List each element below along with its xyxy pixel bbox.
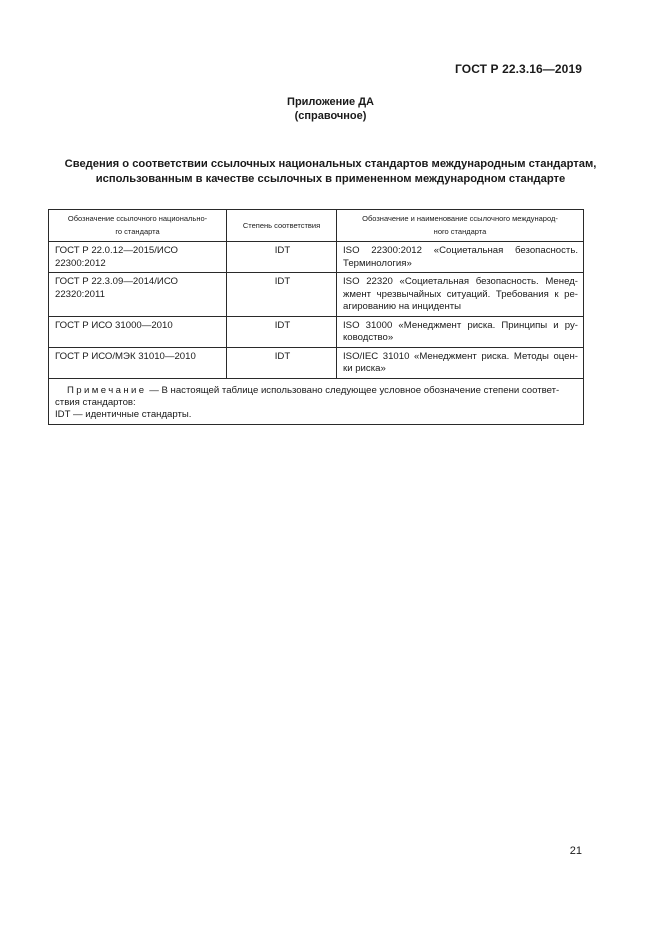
page-title	[40, 157, 621, 186]
degree-cell: IDT	[227, 316, 337, 347]
international-standard-cell: ISO 22320 «Социетальная безопасность. Менед- жмент чрезвычайных ситуаций. Требования к ре- агированию на инциденты	[337, 273, 584, 317]
header-degree: Степень соответствия	[227, 210, 337, 242]
degree-cell: IDT	[227, 347, 337, 378]
national-standard-cell: ГОСТ Р ИСО 31000—2010	[49, 316, 227, 347]
degree-cell: IDT	[227, 273, 337, 317]
note-text-continued: ствия стандартов:	[55, 396, 136, 408]
international-standard-cell: ISO 31000 «Менеджмент риска. Принципы и ру- ководство»	[337, 316, 584, 347]
international-standard-cell: ISO 22300:2012 «Социетальная безопасность. Терминология»	[337, 242, 584, 273]
national-standard-cell: ГОСТ Р ИСО/МЭК 31010—2010	[49, 347, 227, 378]
annex-subtitle: (справочное)	[294, 110, 367, 122]
page-title-line: Сведения о соответствии ссылочных национальных стандартов международным стандартам,	[64, 158, 597, 170]
correspondence-table-container	[48, 209, 583, 425]
annex-title: Приложение ДА	[287, 96, 374, 108]
degree-cell: IDT	[227, 242, 337, 273]
international-standard-cell: ISO/IEC 31010 «Менеджмент риска. Методы оцен- ки риска»	[337, 347, 584, 378]
table-row	[49, 273, 584, 317]
header-national-standard: Обозначение ссылочного национально- го стандарта	[49, 210, 227, 242]
table-row	[49, 316, 584, 347]
national-standard-cell: ГОСТ Р 22.0.12—2015/ИСО 22300:2012	[49, 242, 227, 273]
table-row	[49, 242, 584, 273]
table-note	[49, 378, 584, 425]
note-label: Примечание	[67, 384, 147, 396]
table-row	[49, 347, 584, 378]
annex-heading	[0, 95, 661, 123]
table-note-row	[49, 378, 584, 425]
page-title-line: использованным в качестве ссылочных в примененном международном стандарте	[95, 172, 566, 185]
note-definition: IDT — идентичные стандарты.	[55, 409, 192, 421]
table-header-row	[49, 210, 584, 242]
note-text: — В настоящей таблице использовано следующее условное обозначение степени соответ-	[146, 384, 560, 396]
national-standard-cell: ГОСТ Р 22.3.09—2014/ИСО 22320:2011	[49, 273, 227, 317]
correspondence-table	[48, 209, 584, 425]
header-international-standard: Обозначение и наименование ссылочного международ- ного стандарта	[337, 210, 584, 242]
standard-code: ГОСТ Р 22.3.16—2019	[455, 62, 582, 76]
page-number: 21	[569, 845, 582, 857]
